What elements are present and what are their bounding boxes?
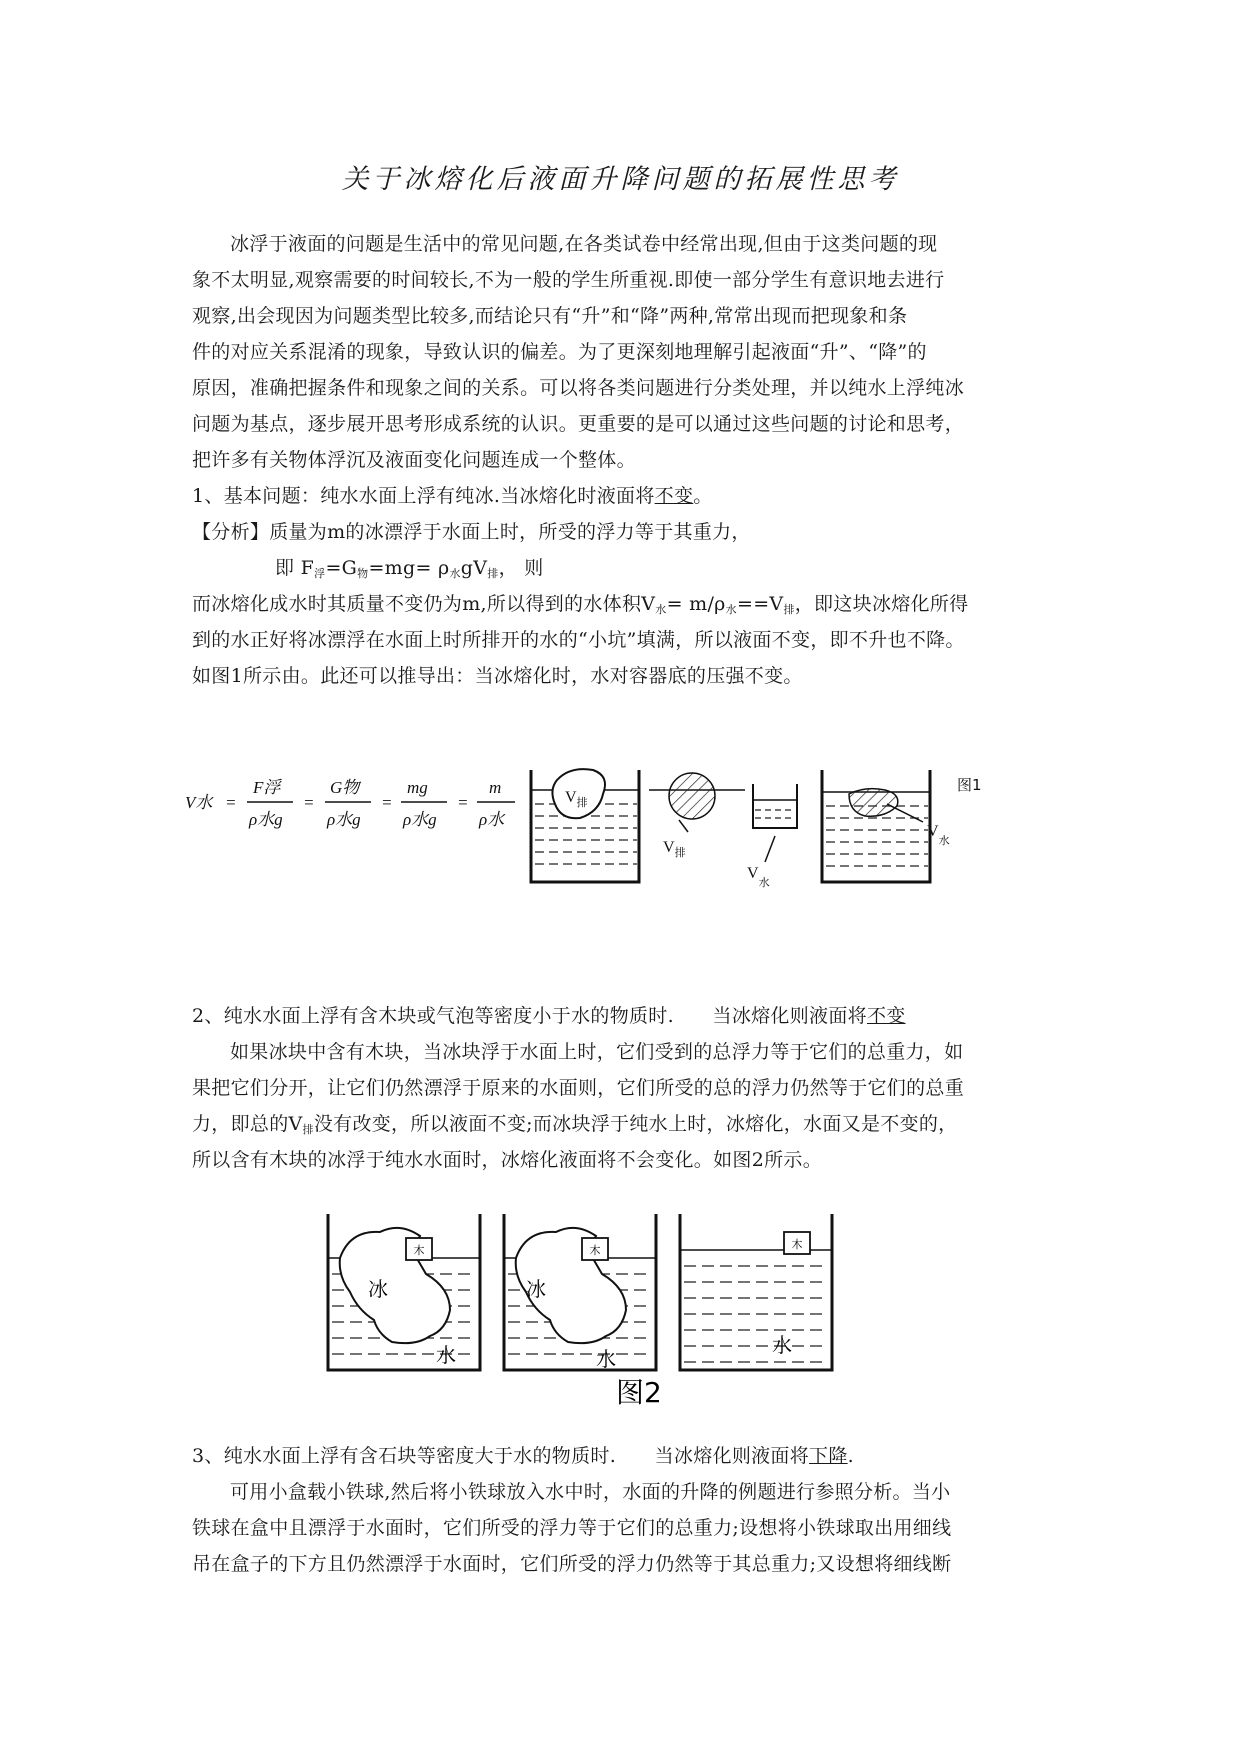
ice-block bbox=[552, 769, 605, 818]
formula-part: 即 F bbox=[275, 557, 315, 579]
text: ==V bbox=[736, 593, 784, 615]
label-sub: 排 bbox=[674, 847, 686, 859]
svg-text:=: = bbox=[225, 793, 237, 812]
label-sub: 水 bbox=[758, 877, 770, 889]
label-v: V bbox=[747, 865, 759, 882]
text: 力，即总的V bbox=[192, 1113, 303, 1135]
answer: 下降 bbox=[809, 1445, 848, 1467]
answer: 不变 bbox=[866, 1005, 906, 1027]
heading-suffix: . bbox=[847, 1445, 854, 1467]
section-1-line bbox=[192, 590, 1052, 624]
wood-label: 木 bbox=[589, 1244, 601, 1257]
frac-den: ρ水g bbox=[249, 810, 283, 829]
water-label: 水 bbox=[436, 1343, 456, 1367]
section-1-line: 到的水正好将冰漂浮在水面上时所排开的水的“小坑”填满，所以液面不变，即不升也不降。 bbox=[192, 629, 965, 651]
intro-line: 问题为基点，逐步展开思考形成系统的认识。更重要的是可以通过这些问题的讨论和思考， bbox=[192, 413, 965, 435]
formula-sub: 物 bbox=[357, 567, 369, 580]
label-v: V bbox=[663, 839, 675, 856]
small-cup bbox=[753, 784, 797, 828]
analysis-line: 【分析】质量为m的冰漂浮于水面上时，所受的浮力等于其重力， bbox=[192, 521, 751, 543]
section-2-line bbox=[192, 1110, 1052, 1144]
section-3-line: 可用小盒载小铁球,然后将小铁球放入水中时，水面的升降的例题进行参照分析。当小 bbox=[230, 1481, 951, 1503]
section-2-line: 果把它们分开，让它们仍然漂浮于原来的水面则，它们所受的总的浮力仍然等于它们的总重 bbox=[192, 1077, 965, 1099]
page-title: 关于冰熔化后液面升降问题的拓展性思考 bbox=[341, 164, 900, 195]
section-3-heading bbox=[192, 1442, 1052, 1470]
formula-sub: 水 bbox=[449, 567, 461, 580]
sub: 水 bbox=[725, 603, 737, 616]
frac-num: mg bbox=[407, 778, 428, 797]
intro-line: 原因，准确把握条件和现象之间的关系。可以将各类问题进行分类处理，并以纯水上浮纯冰 bbox=[192, 377, 965, 399]
sub: 排 bbox=[783, 603, 795, 616]
label-v: V bbox=[565, 789, 577, 806]
label-sub: 排 bbox=[576, 797, 588, 809]
svg-text:=: = bbox=[381, 793, 393, 812]
wood-label: 木 bbox=[791, 1238, 803, 1251]
text: 而冰熔化成水时其质量不变仍为m,所以得到的水体积V bbox=[192, 593, 656, 615]
buoyancy-formula bbox=[275, 554, 1135, 588]
intro-line: 冰浮于液面的问题是生活中的常见问题,在各类试卷中经常出现,但由于这类问题的现 bbox=[230, 233, 938, 255]
figure-2 bbox=[320, 1210, 940, 1410]
wood-label: 木 bbox=[413, 1244, 425, 1257]
section-3-line: 吊在盒子的下方且仍然漂浮于水面时，它们所受的浮力仍然等于其总重力;又设想将细线断 bbox=[192, 1553, 952, 1575]
text: = m/ρ bbox=[666, 593, 726, 615]
ice-block bbox=[340, 1228, 450, 1343]
melted-water-region bbox=[849, 789, 898, 817]
ice-label: 冰 bbox=[526, 1277, 546, 1301]
formula-part: gV bbox=[460, 557, 488, 579]
water-label: 水 bbox=[596, 1347, 616, 1371]
section-1-heading bbox=[192, 482, 1052, 510]
ice-hatched bbox=[669, 773, 715, 819]
section-2-line: 所以含有木块的冰浮于纯水水面时，冰熔化液面将不会变化。如图2所示。 bbox=[192, 1149, 822, 1171]
formula-sub: 浮 bbox=[314, 567, 326, 580]
section-3-line: 铁球在盒中且漂浮于水面时，它们所受的浮力等于它们的总重力;设想将小铁球取出用细线 bbox=[192, 1517, 952, 1539]
formula-part: =mg= ρ bbox=[368, 557, 450, 579]
label-sub: 水 bbox=[938, 835, 950, 847]
formula-part: ， 则 bbox=[498, 557, 544, 579]
eq-lhs: V水 bbox=[185, 793, 213, 812]
frac-den: ρ水 bbox=[479, 810, 505, 829]
frac-num: F浮 bbox=[253, 778, 281, 797]
text: 没有改变，所以液面不变;而冰块浮于纯水上时，冰熔化，水面又是不变的， bbox=[313, 1113, 958, 1135]
intro-line: 件的对应关系混淆的现象，导致认识的偏差。为了更深刻地理解引起液面“升”、“降”的 bbox=[192, 341, 927, 363]
heading-text: 1、基本问题：纯水水面上浮有纯冰.当冰熔化时液面将 bbox=[192, 485, 655, 507]
beaker bbox=[822, 770, 930, 882]
figure-1-caption: 图1 bbox=[957, 776, 982, 794]
heading-text: 3、纯水水面上浮有含石块等密度大于水的物质时. 当冰熔化则液面将 bbox=[192, 1445, 810, 1467]
intro-line: 把许多有关物体浮沉及液面变化问题连成一个整体。 bbox=[192, 449, 636, 471]
intro-line: 观察,出会现因为问题类型比较多,而结论只有“升”和“降”两种,常常出现而把现象和条 bbox=[192, 305, 908, 327]
heading-text: 2、纯水水面上浮有含木块或气泡等密度小于水的物质时. 当冰熔化则液面将 bbox=[192, 1005, 867, 1027]
text: ，即这块冰熔化所得 bbox=[794, 593, 969, 615]
section-2-line: 如果冰块中含有木块，当冰块浮于水面上时，它们受到的总浮力等于它们的总重力，如 bbox=[230, 1041, 964, 1063]
label-v: V bbox=[927, 823, 939, 840]
heading-suffix: 。 bbox=[693, 485, 713, 507]
answer: 不变 bbox=[654, 485, 694, 507]
intro-line: 象不太明显,观察需要的时间较长,不为一般的学生所重视.即使一部分学生有意识地去进行 bbox=[192, 269, 945, 291]
frac-num: m bbox=[489, 778, 502, 797]
frac-den: ρ水g bbox=[327, 810, 361, 829]
sub: 排 bbox=[302, 1123, 314, 1136]
svg-text:V水 bbox=[747, 865, 770, 889]
svg-text:=: = bbox=[457, 793, 469, 812]
frac-num: G物 bbox=[330, 778, 360, 797]
section-1-line: 如图1所示由。此还可以推导出：当冰熔化时，水对容器底的压强不变。 bbox=[192, 665, 803, 687]
sub: 水 bbox=[655, 603, 667, 616]
water-label: 水 bbox=[772, 1333, 792, 1357]
formula-sub: 排 bbox=[487, 567, 499, 580]
ice-label: 冰 bbox=[368, 1277, 388, 1301]
svg-text:=: = bbox=[303, 793, 315, 812]
figure-2-caption: 图2 bbox=[616, 1376, 662, 1409]
formula-part: =G bbox=[325, 557, 358, 579]
figure-1 bbox=[185, 760, 1045, 910]
section-2-heading bbox=[192, 1002, 1052, 1030]
svg-text:V排 bbox=[663, 839, 686, 859]
frac-den: ρ水g bbox=[403, 810, 437, 829]
